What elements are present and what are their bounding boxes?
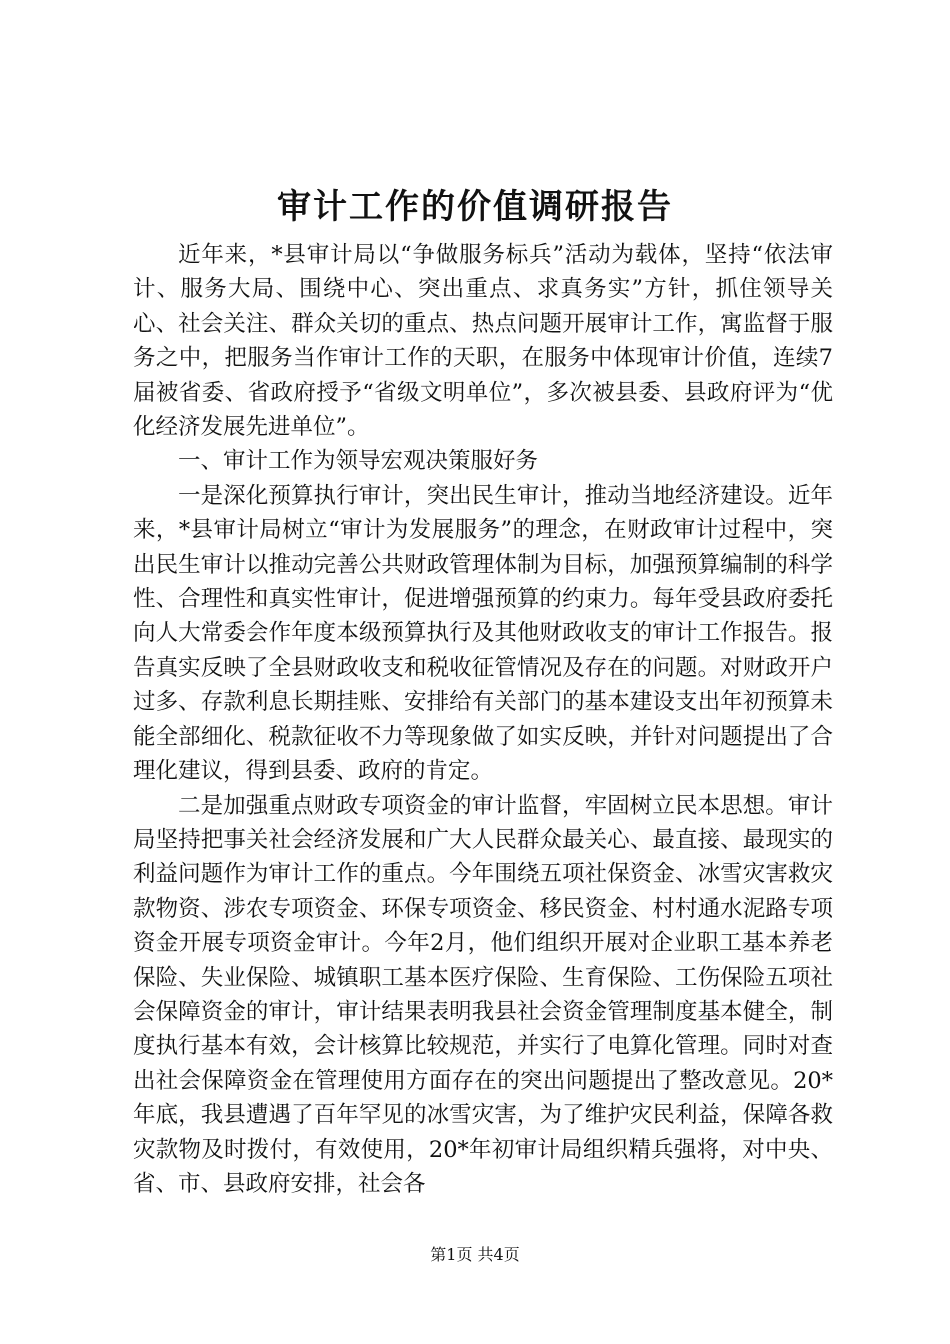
paragraph-special-funds: 二是加强重点财政专项资金的审计监督，牢固树立民本思想。审计局坚持把事关社会经济发展和广大人民群众最关心、最直接、最现实的利益问题作为审计工作的重点。今年围绕五项社保资金、冰雪灾害救灾款物资、涉农专项资金、环保专项资金、移民资金、村村通水泥路专项资金开展专项资金审计。今年2月，他们组织开展对企业职工基本养老保险、失业保险、城镇职工基本医疗保险、生育保险、工伤保险五项社会保障资金的审计，审计结果表明我县社会资金管理制度基本健全，制度执行基本有效，会计核算比较规范，并实行了电算化管理。同时对查出社会保障资金在管理使用方面存在的突出问题提出了整改意见。20*年底，我县遭遇了百年罕见的冰雪灾害，为了维护灾民利益，保障各救灾款物及时拨付，有效使用，20*年初审计局组织精兵强将，对中央、省、市、县政府安排，社会各 [133,792,833,1197]
page-footer: 第1页 共4页 [430,1245,520,1264]
document-body [133,238,833,1201]
section-heading-1: 一、审计工作为领导宏观决策服好务 [178,448,539,475]
paragraph-intro: 近年来，*县审计局以“争做服务标兵”活动为载体，坚持“依法审计、服务大局、围绕中心、突出重点、求真务实”方针，抓住领导关心、社会关注、群众关切的重点、热点问题开展审计工作，寓监督于服务之中，把服务当作审计工作的天职，在服务中体现审计价值，连续7届被省委、省政府授予“省级文明单位”，多次被县委、县政府评为“优化经济发展先进单位”。 [133,242,833,441]
document-title: 审计工作的价值调研报告 [277,187,673,227]
paragraph-budget-audit: 一是深化预算执行审计，突出民生审计，推动当地经济建设。近年来，*县审计局树立“审计为发展服务”的理念，在财政审计过程中，突出民生审计以推动完善公共财政管理体制为目标，加强预算编制的科学性、合理性和真实性审计，促进增强预算的约束力。每年受县政府委托向人大常委会作年度本级预算执行及其他财政收支的审计工作报告。报告真实反映了全县财政收支和税收征管情况及存在的问题。对财政开户过多、存款利息长期挂账、安排给有关部门的基本建设支出年初预算未能全部细化、税款征收不力等现象做了如实反映，并针对问题提出了合理化建议，得到县委、政府的肯定。 [133,482,833,785]
